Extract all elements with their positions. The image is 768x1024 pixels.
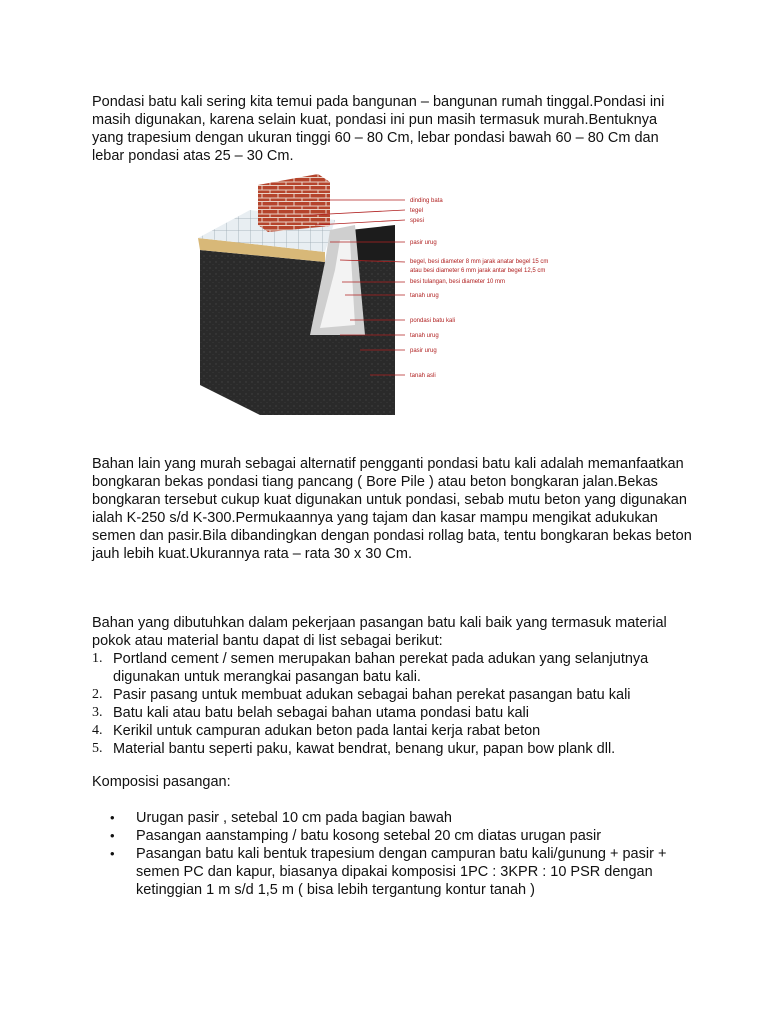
list-text: Pasangan aanstamping / batu kosong setebal 20 cm diatas urugan pasir [136, 828, 602, 844]
label-pasir-urug-2: pasir urug [410, 348, 437, 354]
list-text: Kerikil untuk campuran adukan beton pada lantai kerja rabat beton [113, 723, 541, 739]
list-number: 4. [92, 723, 103, 738]
label-spesi: spesi [410, 218, 425, 224]
soil-block [200, 250, 395, 415]
list-item [110, 827, 700, 845]
composition-list [110, 809, 700, 899]
list-number: 1. [92, 651, 103, 666]
list-item [92, 704, 692, 722]
list-text: Pasir pasang untuk membuat adukan sebagai bahan perekat pasangan batu kali [113, 687, 631, 703]
label-dinding-bata: dinding bata [410, 198, 443, 204]
list-text: Material bantu seperti paku, kawat bendrat, benang ukur, papan bow plank dll. [113, 741, 616, 757]
label-besi-tulangan: besi tulangan, besi diameter 10 mm [410, 279, 506, 285]
brick-wall [258, 174, 330, 232]
composition-heading: Komposisi pasangan: [92, 774, 231, 790]
list-number: 3. [92, 705, 103, 720]
list-item [92, 722, 692, 740]
label-begel: begel, besi diameter 8 mm jarak anatar begel 15 cm [410, 259, 549, 265]
materials-intro-paragraph: Bahan yang dibutuhkan dalam pekerjaan pasangan batu kali baik yang termasuk material pokok atau material bantu dapat di list sebagai berikut: [92, 615, 667, 649]
list-item [110, 845, 700, 899]
alternative-material-paragraph: Bahan lain yang murah sebagai alternatif pengganti pondasi batu kali adalah memanfaatkan bongkaran bekas pondasi tiang pancang ( Bore Pile ) atau beton bongkaran jalan.Bekas bongkaran tersebut cukup kuat digunakan untuk pondasi, sebab mutu beton yang digunakan ialah K-250 s/d K-300.Permukaannya yang tajam dan kasar mampu mengikat adukukan semen dan pasir.Bila dibandingkan dengan pondasi rollag bata, tentu bongkaran bekas beton jauh lebih kuat.Ukurannya rata – rata 30 x 30 Cm. [92, 456, 692, 562]
intro-paragraph: Pondasi batu kali sering kita temui pada bangunan – bangunan rumah tinggal.Pondasi ini masih digunakan, karena selain kuat, pondasi ini pun masih termasuk murah.Bentuknya yang trapesium dengan ukuran tinggi 60 – 80 Cm, lebar pondasi bawah 60 – 80 Cm dan lebar pondasi atas 25 – 30 Cm. [92, 94, 665, 164]
list-item [110, 809, 700, 827]
label-pasir-urug: pasir urug [410, 240, 437, 246]
label-tanah-asli: tanah asli [410, 373, 436, 379]
label-tanah-urug: tanah urug [410, 293, 439, 299]
bullet: • [110, 810, 115, 825]
bullet: • [110, 846, 115, 861]
bullet: • [110, 828, 115, 843]
label-tanah-urug-2: tanah urug [410, 333, 439, 339]
foundation-cross-section-figure [190, 170, 590, 425]
materials-list [92, 650, 692, 758]
label-pondasi-batu-kali: pondasi batu kali [410, 318, 456, 324]
list-text: Pasangan batu kali bentuk trapesium dengan campuran batu kali/gunung + pasir + semen PC dan kapur, biasanya dipakai komposisi 1PC : 3KPR : 10 PSR dengan ketinggian 1 m s/d 1,5 m ( bisa lebih tergantung kontur tanah ) [136, 846, 667, 898]
list-text: Urugan pasir , setebal 10 cm pada bagian bawah [136, 810, 452, 826]
list-text: Portland cement / semen merupakan bahan perekat pada adukan yang selanjutnya digunakan untuk merangkai pasangan batu kali. [113, 651, 649, 685]
list-number: 5. [92, 741, 103, 756]
list-number: 2. [92, 687, 103, 702]
list-item [92, 686, 692, 704]
list-text: Batu kali atau batu belah sebagai bahan utama pondasi batu kali [113, 705, 529, 721]
foundation-diagram [190, 170, 590, 425]
label-begel-alt: atau besi diameter 6 mm jarak antar begel 12,5 cm [410, 268, 546, 274]
label-tegel: tegel [410, 208, 424, 214]
list-item [92, 650, 692, 686]
list-item [92, 740, 692, 758]
